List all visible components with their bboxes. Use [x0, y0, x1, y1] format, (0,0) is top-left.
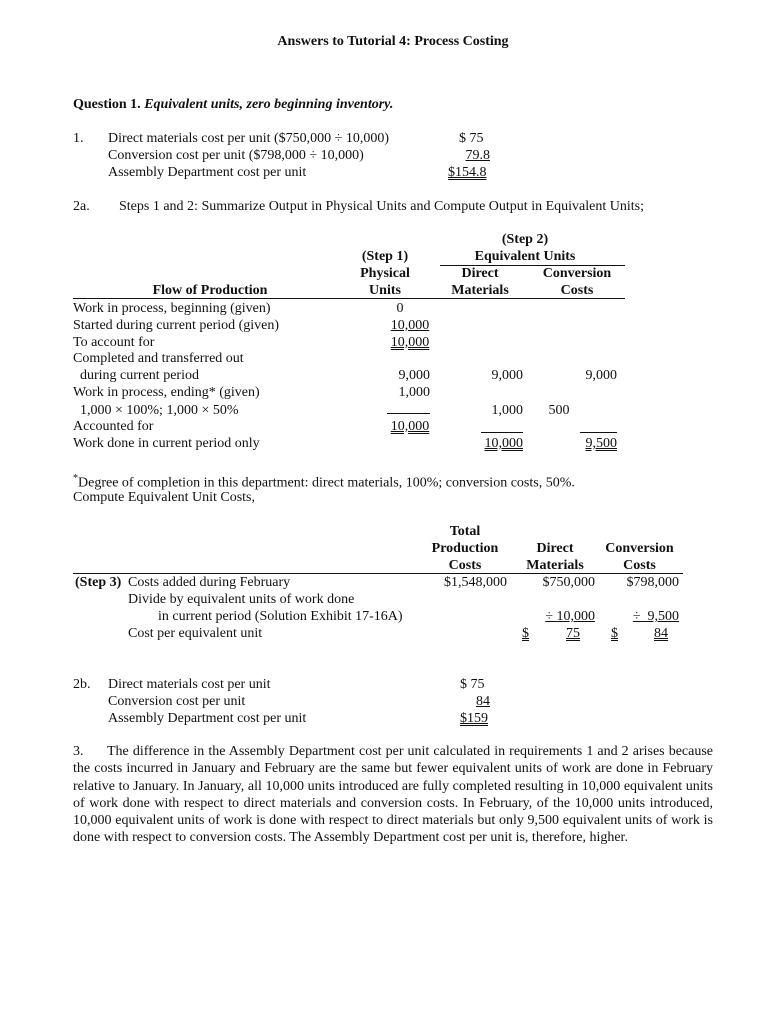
table-row-direct: 10,000 — [484, 436, 523, 451]
table-row-physical: 9,000 — [398, 368, 430, 383]
header-materials2: Materials — [526, 558, 584, 573]
header-costs: Costs — [560, 283, 594, 298]
part3-paragraph — [73, 743, 713, 847]
part1-total-value: $154.8 — [448, 165, 487, 180]
table-row-physical: 10,000 — [390, 335, 430, 350]
header-production: Production — [431, 541, 499, 556]
table-row-label: Started during current period (given) — [73, 318, 280, 333]
page-title: Answers to Tutorial 4: Process Costing — [277, 34, 509, 49]
table-row-label: during current period — [73, 368, 199, 383]
table-row-physical: 10,000 — [390, 419, 430, 434]
cost-per-unit-cc-symbol: $ — [611, 626, 618, 641]
header-step1: (Step 1) — [361, 249, 409, 264]
cost-per-unit-dm-symbol: $ — [522, 626, 529, 641]
part1-dm-value: $ 75 — [459, 131, 484, 146]
header-costs-total: Costs — [448, 558, 482, 573]
divide-label: Divide by equivalent units of work done — [128, 592, 355, 607]
header-costs2: Costs — [623, 558, 656, 573]
costs-added-cc: $798,000 — [626, 575, 679, 590]
part2b-total-value: $159 — [460, 711, 488, 726]
cost-per-unit-dm: 75 — [566, 626, 580, 641]
table-row-direct: 9,000 — [491, 368, 523, 383]
header-direct2: Direct — [536, 541, 574, 556]
question-label: Question 1. — [73, 97, 141, 112]
part2b-total-label: Assembly Department cost per unit — [108, 711, 307, 726]
header-materials: Materials — [451, 283, 509, 298]
total-rule-top-dm — [481, 432, 523, 433]
part1-total-label: Assembly Department cost per unit — [108, 165, 307, 180]
table-row-conversion: 9,500 — [585, 436, 617, 451]
table-row-label: Accounted for — [73, 419, 154, 434]
costs-added-label: Costs added during February — [128, 575, 291, 590]
table-row-label: To account for — [73, 335, 155, 350]
table-row-label: Work in process, beginning (given) — [73, 301, 271, 316]
table-row-physical: 10,000 — [390, 318, 430, 333]
part2b-dm-label: Direct materials cost per unit — [108, 677, 271, 692]
part2b-dm-value: $ 75 — [460, 677, 485, 692]
step3-label: (Step 3) — [75, 575, 122, 590]
table-row-conversion: 500 — [548, 403, 570, 418]
part2b-number: 2b. — [73, 677, 91, 692]
table-row-physical: 0 — [396, 301, 404, 316]
part3-text: The difference in the Assembly Department cost per unit calculated in requirements 1 and 2 arises because the costs incurred in January and February are the same but fewer equivalent units of work are done in February relative to January. In January, all 10,000 units introduced are fully completed resulting in 10,000 equivalent units of work done with respect to direct materials and conversion costs. In February, of the 10,000 units introduced, 10,000 equivalent units of work is done with respect to direct materials but only 9,500 equivalent units of work is done with respect to conversion costs. The Assembly Department cost per unit is, therefore, higher. — [73, 744, 713, 846]
part1-dm-label: Direct materials cost per unit ($750,000 ÷ 10,000) — [108, 131, 390, 146]
part2b-cc-label: Conversion cost per unit — [108, 694, 246, 709]
compute-heading: Compute Equivalent Unit Costs, — [73, 490, 255, 505]
header-direct: Direct — [461, 266, 499, 281]
table-row-conversion: 9,000 — [585, 368, 617, 383]
table-row-label: Work in process, ending* (given) — [73, 385, 260, 400]
part2b-cc-value: 84 — [476, 694, 490, 709]
table-row-direct: 1,000 — [491, 403, 523, 418]
footnote-text: Degree of completion in this department: direct materials, 100%; conversion costs, 50%. — [78, 475, 575, 491]
part1-cc-label: Conversion cost per unit ($798,000 ÷ 10,000) — [108, 148, 364, 163]
table-row-label: Completed and transferred out — [73, 351, 244, 366]
header-conversion: Conversion — [542, 266, 612, 281]
table1-header-rule — [73, 298, 625, 299]
part3-number: 3. — [73, 744, 84, 759]
divide-cc: ÷ 9,500 — [632, 609, 679, 624]
costs-added-total: $1,548,000 — [444, 575, 507, 590]
part1-cc-value: 79.8 — [465, 148, 490, 163]
divide-dm: ÷ 10,000 — [545, 609, 595, 624]
exhibit-label: in current period (Solution Exhibit 17-16A) — [158, 609, 403, 624]
question-subtitle: Equivalent units, zero beginning inventory. — [144, 97, 394, 112]
header-equivalent-units: Equivalent Units — [474, 249, 576, 264]
header-physical: Physical — [360, 266, 410, 281]
header-step2: (Step 2) — [501, 232, 549, 247]
part2a-text: Steps 1 and 2: Summarize Output in Physical Units and Compute Output in Equivalent Units; — [119, 199, 644, 214]
cost-per-unit-label: Cost per equivalent unit — [128, 626, 263, 641]
cost-per-unit-cc: 84 — [654, 626, 668, 641]
part1-number: 1. — [73, 131, 84, 146]
table-row-label: Work done in current period only — [73, 436, 260, 451]
subtotal-rule — [387, 413, 430, 414]
header-flow: Flow of Production — [152, 283, 268, 298]
table-row-label: 1,000 × 100%; 1,000 × 50% — [73, 403, 239, 418]
part2a-number: 2a. — [73, 199, 90, 214]
footnote-star: * — [73, 473, 78, 484]
costs-added-dm: $750,000 — [542, 575, 595, 590]
question-heading — [73, 96, 393, 113]
table-row-physical: 1,000 — [398, 385, 430, 400]
total-rule-top-cc — [580, 432, 617, 433]
header-conversion2: Conversion — [605, 541, 674, 556]
header-total: Total — [449, 524, 481, 539]
header-units: Units — [369, 283, 401, 298]
